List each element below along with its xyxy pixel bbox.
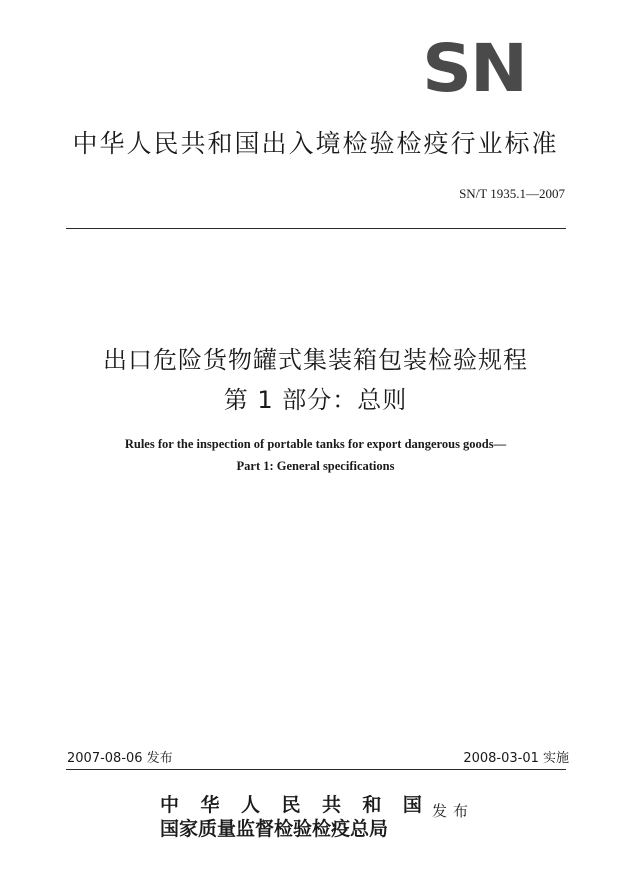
sn-logo: SN <box>422 30 526 107</box>
standard-category: 中华人民共和国出入境检验检疫行业标准 <box>72 129 559 158</box>
bottom-divider <box>66 769 566 770</box>
issuer-char: 人 <box>240 794 260 816</box>
issue-date: 2007-08-06 发布 <box>67 751 173 766</box>
issuer-country <box>160 790 422 817</box>
title-english-line2: Part 1: General specifications <box>236 459 395 473</box>
issuer-char: 华 <box>200 794 220 816</box>
issuer-char: 和 <box>362 794 382 816</box>
issuer-char: 国 <box>402 794 422 816</box>
top-divider <box>66 228 566 229</box>
issuer-char: 民 <box>281 794 301 816</box>
issuer-char: 中 <box>160 794 180 816</box>
issuer-publish-label: 发布 <box>432 802 475 820</box>
title-english-line1: Rules for the inspection of portable tanks for export dangerous goods— <box>124 437 507 451</box>
effective-date: 2008-03-01 实施 <box>463 751 569 766</box>
title-chinese-line2: 第 1 部分：总则 <box>223 386 408 414</box>
issuer-agency: 国家质量监督检验检疫总局 <box>160 818 389 840</box>
standard-number: SN/T 1935.1—2007 <box>459 186 565 201</box>
title-chinese-line1: 出口危险货物罐式集装箱包装检验规程 <box>103 346 528 374</box>
issuer-char: 共 <box>321 794 341 816</box>
